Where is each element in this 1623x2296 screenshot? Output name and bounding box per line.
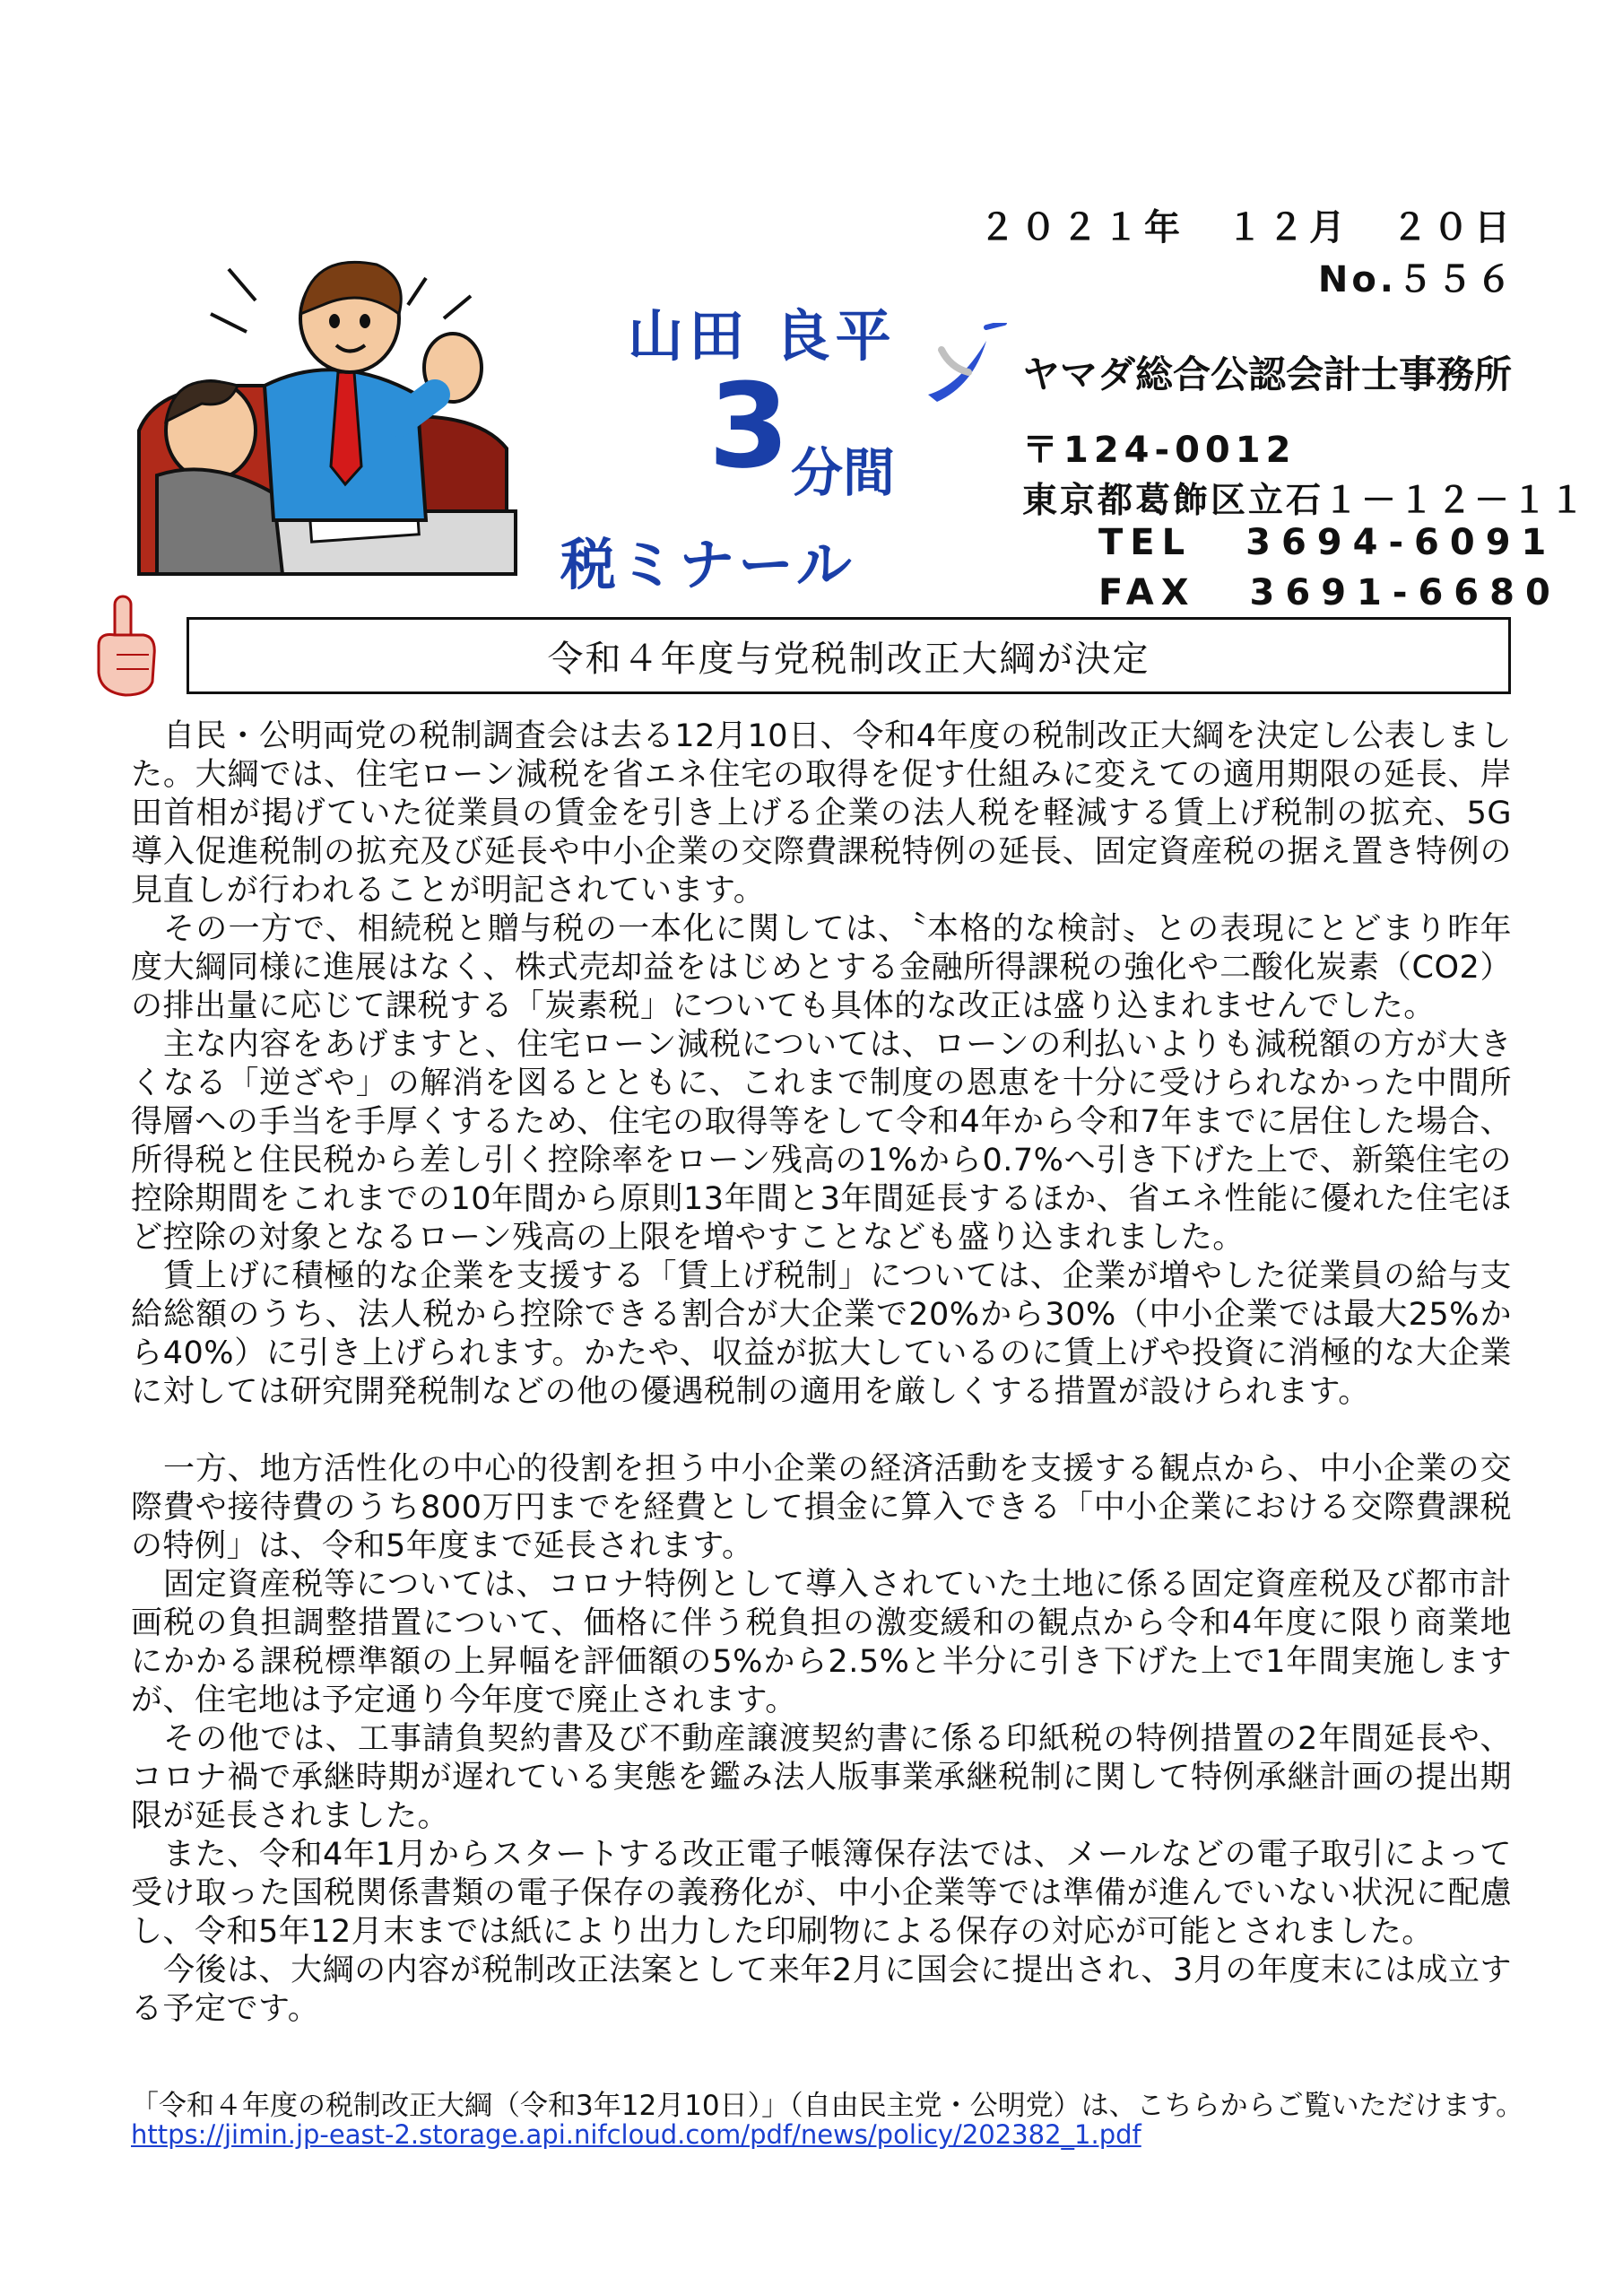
article-body [131,718,1512,2029]
policy-pdf-link[interactable]: https://jimin.jp-east-2.storage.api.nifcloud.com/pdf/news/policy/202382_1.pdf [131,2119,1141,2150]
office-logo-swoosh-icon [924,323,1013,407]
fax-label: FAX [1098,572,1196,613]
issue-number: No.５５６ [1317,259,1515,300]
footer-note: 「令和４年度の税制改正大綱（令和3年12月10日）」（自由民主党・公明党）は、こちらからご覧いただけます。 [131,2090,1524,2122]
businessmen-illustration [130,251,525,604]
paragraph: 今後は、大綱の内容が税制改正法案として来年2月に国会に提出され、3月の年度末には成立する予定です。 [131,1952,1512,2027]
paragraph: その一方で、相続税と贈与税の一本化に関しては、〝本格的な検討〟との表現にとどまり昨年度大綱同様に進展はなく、株式売却益をはじめとする金融所得課税の強化や二酸化炭素（CO2）の排出量に応じて課税する「炭素税」についても具体的な改正は盛り込まれませんでした。 [131,911,1512,1024]
issue-date: ２０２１年 １２月 ２０日 [979,207,1515,248]
office-address: 東京都葛飾区立石１－１２－１１ [1022,481,1588,521]
paragraph: 固定資産税等については、コロナ特例として導入されていた土地に係る固定資産税及び都市計画税の負担調整措置について、価格に伴う税負担の激変緩和の観点から令和4年度に限り商業地にかかる課税標準額の上昇幅を評価額の5%から2.5%と半分に引き下げた上で1年間実施しますが、住宅地は予定通り今年度で廃止されます。 [131,1567,1512,1718]
fax-line [1098,572,1561,613]
brand-minutes: 分間 [791,442,896,503]
fax-number: 3691-6680 [1249,572,1561,613]
pointing-finger-icon [90,592,161,703]
paragraph: 主な内容をあげますと、住宅ローン減税については、ローンの利払いよりも減税額の方が大きくなる「逆ざや」の解消を図るとともに、これまで制度の恩恵を十分に受けられなかった中間所得層への手当を手厚くするため、住宅の取得等をして令和4年から令和7年までに居住した場合、所得税と住民税から差し引く控除率をローン残高の1%から0.7%へ引き下げた上で、新築住宅の控除期間をこれまでの10年間から原則13年間と3年間延長するほか、省エネ性能に優れた住宅ほど控除の対象となるローン残高の上限を増やすことなども盛り込まれました。 [131,1027,1512,1256]
headline-box [187,617,1511,694]
paragraph: 自民・公明両党の税制調査会は去る12月10日、令和4年度の税制改正大綱を決定し公表しました。大綱では、住宅ローン減税を省エネ住宅の取得を促す仕組みに変えての適用期限の延長、岸田首相が掲げていた従業員の賃金を引き上げる企業の法人税を軽減する賃上げ税制の拡充、5G導入促進税制の拡充及び延長や中小企業の交際費課税特例の延長、固定資産税の据え置き特例の見直しが行われることが明記されています。 [131,718,1513,909]
office-name: ヤマダ総合公認会計士事務所 [1022,352,1513,396]
paragraph: また、令和4年1月からスタートする改正電子帳簿保存法では、メールなどの電子取引によって受け取った国税関係書類の電子保存の義務化が、中小企業等では準備が進んでいない状況に配慮し、令和5年12月末までは紙により出力した印刷物による保存の対応が可能とされました。 [131,1837,1512,1950]
paragraph: 一方、地方活性化の中心的役割を担う中小企業の経済活動を支援する観点から、中小企業の交際費や接待費のうち800万円までを経費として損金に算入できる「中小企業における交際費課税の特例」は、令和5年度まで延長されます。 [131,1451,1512,1564]
tel-number: 3694-6091 [1245,522,1558,563]
brand-seminar: 税ミナール [560,532,855,597]
postal-code: 〒124-0012 [1022,430,1297,471]
headline: 令和４年度与党税制改正大綱が決定 [547,638,1150,680]
tel-line [1098,522,1557,563]
brand-name: 山田 良平 [628,303,897,369]
paragraph: 賃上げに積極的な企業を支援する「賃上げ税制」については、企業が増やした従業員の給与支給総額のうち、法人税から控除できる割合が大企業で20%から30%（中小企業では最大25%から40%）に引き上げられます。かたや、収益が拡大しているのに賃上げや投資に消極的な大企業に対しては研究開発税制などの他の優遇税制の適用を厳しくする措置が設けられます。 [131,1258,1512,1410]
paragraph: その他では、工事請負契約書及び不動産譲渡契約書に係る印紙税の特例措置の2年間延長や、コロナ禍で承継時期が遅れている実態を鑑み法人版事業承継税制に関して特例承継計画の提出期限が延長されました。 [131,1721,1512,1834]
brand-three: 3 [708,358,790,494]
tel-label: TEL [1098,522,1193,563]
